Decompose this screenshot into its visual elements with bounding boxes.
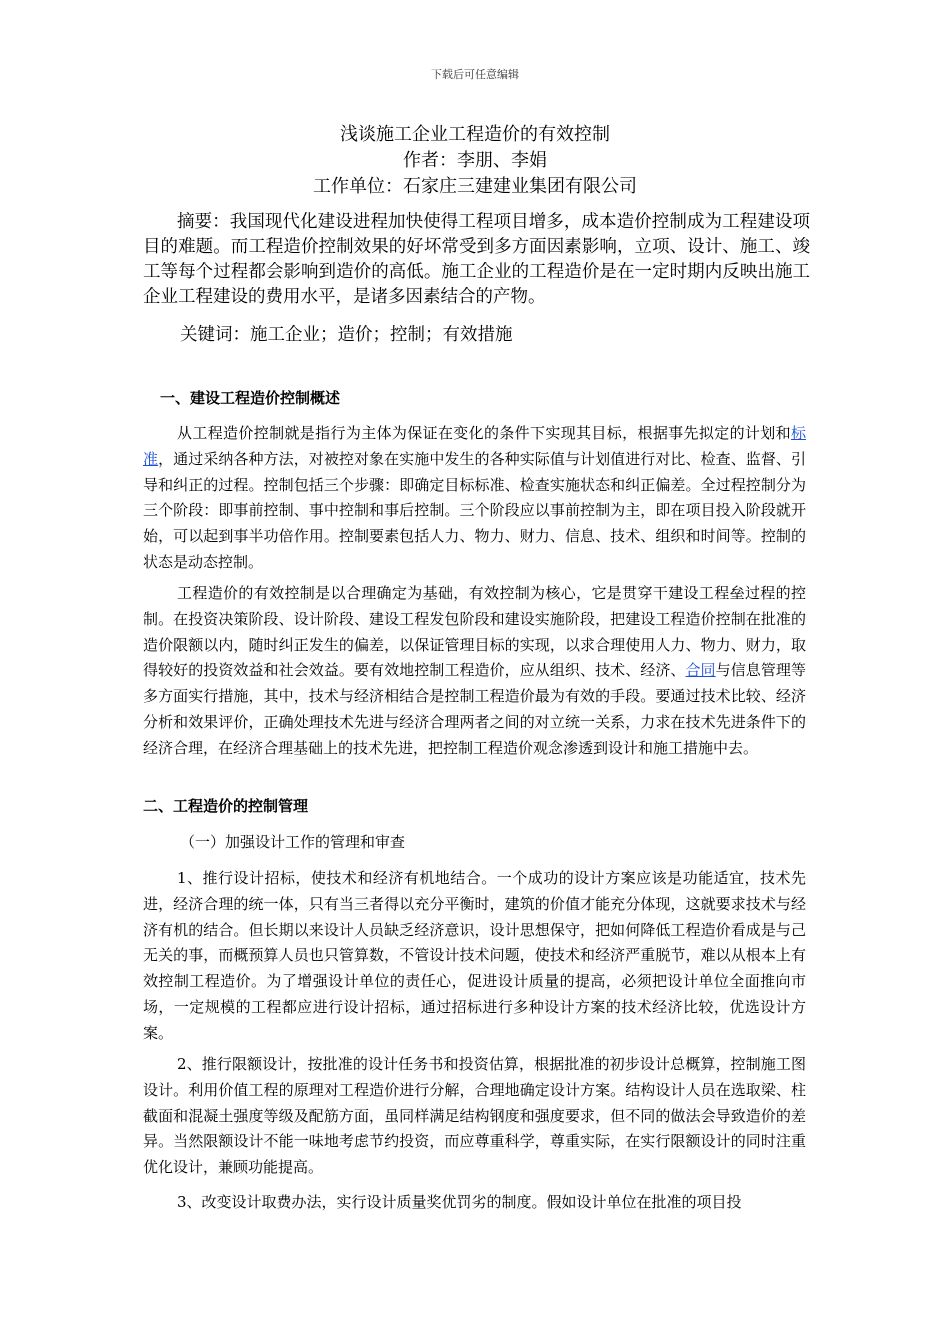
- author-line: 作者：李朋、李娟: [403, 150, 547, 171]
- contract-link[interactable]: 合同: [685, 661, 716, 680]
- title-block: [0, 122, 950, 200]
- section1-paragraph-2: [143, 581, 806, 762]
- paragraph-text: 工程造价的有效控制是以合理确定为基础，有效控制为核心，它是贯穿干建设工程垒过程的控制。在投资决策阶段、设计阶段、建设工程发包阶段和建设实施阶段，把建设工程造价控制在批准的造价限额以内，随时纠正发生的偏差，以保证管理目标的实现，以求合理使用人力、物力、财力，取得较好的投资效益和社会效益。要有效地控制工程造价，应从组织、技术、经济、: [143, 584, 806, 680]
- standard-link[interactable]: 标准: [143, 424, 806, 468]
- section1-paragraph-1: [143, 421, 806, 576]
- subsection-1-heading: （一）加强设计工作的管理和审查: [180, 833, 406, 851]
- section1-heading: 一、建设工程造价控制概述: [160, 389, 341, 407]
- paragraph-text: 从工程造价控制就是指行为主体为保证在变化的条件下实现其目标，根据事先拟定的计划和: [177, 424, 791, 442]
- document-title: 浅谈施工企业工程造价的有效控制: [340, 124, 610, 145]
- paragraph-text: ，通过采纳各种方法，对被控对象在实施中发生的各种实际值与计划值进行对比、检查、监督、引导和纠正的过程。控制包括三个步骤：即确定目标标准、检查实施状态和纠正偏差。全过程控制分为三个阶段：即事前控制、事中控制和事后控制。三个阶段应以事前控制为主，即在项目投入阶段就开始，可以起到事半功倍作用。控制要素包括人力、物力、财力、信息、技术、组织和时间等。控制的状态是动态控制。: [143, 449, 806, 571]
- section2-heading: 二、工程造价的控制管理: [143, 797, 309, 815]
- unit-line: 工作单位：石家庄三建建业集团有限公司: [313, 176, 637, 197]
- header-note: 下载后可任意编辑: [431, 68, 519, 81]
- section2-paragraph-3: 3、改变设计取费办法，实行设计质量奖优罚劣的制度。假如设计单位在批准的项目投: [177, 1193, 742, 1211]
- abstract: 摘要：我国现代化建设进程加快使得工程项目增多，成本造价控制成为工程建设项目的难题。而工程造价控制效果的好坏常受到多方面因素影响，立项、设计、施工、竣工等每个过程都会影响到造价的高低。施工企业的工程造价是在一定时期内反映出施工企业工程建设的费用水平，是诸多因素结合的产物。: [143, 212, 810, 307]
- section2-paragraph-1: 1、推行设计招标，使技术和经济有机地结合。一个成功的设计方案应该是功能适宜，技术先进，经济合理的统一体，只有当三者得以充分平衡时，建筑的价值才能充分体现，这就要求技术与经济有机的结合。但长期以来设计人员缺乏经济意识，设计思想保守，把如何降低工程造价看成是与己无关的事，而概预算人员也只管算数，不管设计技术问题，使技术和经济严重脱节，难以从根本上有效控制工程造价。为了增强设计单位的责任心，促进设计质量的提高，必须把设计单位全面推向市场，一定规模的工程都应进行设计招标，通过招标进行多种设计方案的技术经济比较，优选设计方案。: [143, 869, 806, 1042]
- paragraph-text: 与信息管理等多方面实行措施，其中，技术与经济相结合是控制工程造价最为有效的手段。要通过技术比较、经济分析和效果评价，正确处理技术先进与经济合理两者之间的对立统一关系，力求在技术先进条件下的经济合理，在经济合理基础上的技术先进，把控制工程造价观念渗透到设计和施工措施中去。: [143, 661, 806, 757]
- section2-paragraph-2: 2、推行限额设计，按批准的设计任务书和投资估算，根据批准的初步设计总概算，控制施工图设计。利用价值工程的原理对工程造价进行分解，合理地确定设计方案。结构设计人员在选取梁、柱截面和混凝土强度等级及配筋方面，虽同样满足结构钢度和强度要求，但不同的做法会导致造价的差异。当然限额设计不能一味地考虑节约投资，而应尊重科学，尊重实际，在实行限额设计的同时注重优化设计，兼顾功能提高。: [143, 1055, 806, 1177]
- keywords: 关键词：施工企业；造价；控制；有效措施: [180, 325, 513, 345]
